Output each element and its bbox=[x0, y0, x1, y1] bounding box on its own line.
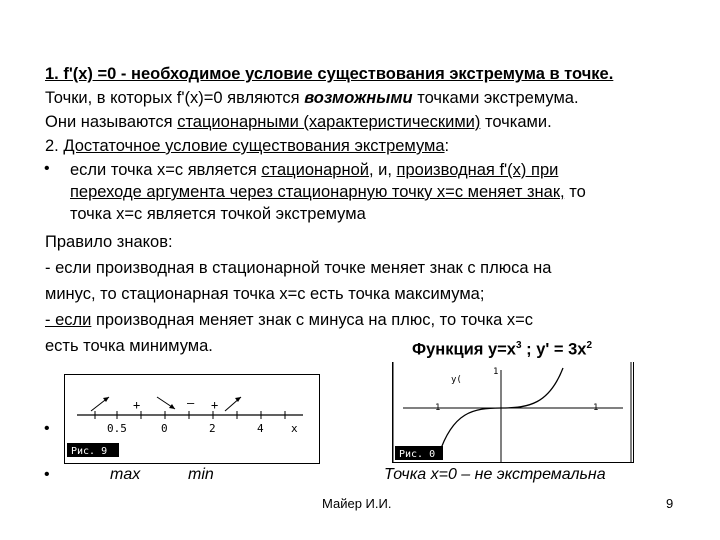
text-segment: - если bbox=[45, 311, 92, 329]
text-segment: Точки, в которых f'(x)=0 являются bbox=[45, 89, 305, 107]
text-segment: производная меняет знак с минуса на плюс, то точка x=c bbox=[91, 311, 534, 329]
text-segment: точками. bbox=[480, 113, 552, 131]
cubic-graph-svg bbox=[393, 362, 633, 462]
sufficient-condition-heading: Достаточное условие существования экстремума bbox=[63, 137, 445, 155]
line-possible-points bbox=[45, 88, 579, 108]
text-segment: если точка x=c является bbox=[70, 161, 262, 179]
text-segment: Они называются bbox=[45, 113, 178, 131]
sign-plus-1: + bbox=[133, 398, 141, 412]
caption-not-extremum: Точка x=0 – не экстремальна bbox=[384, 466, 606, 483]
line-sign-rule-4: есть точка минимума. bbox=[45, 337, 213, 355]
superscript: 3 bbox=[515, 340, 522, 351]
stationary-term: стационарными (характеристическими) bbox=[177, 113, 481, 131]
superscript: 2 bbox=[586, 340, 593, 351]
function-label bbox=[412, 336, 592, 360]
footer-author: Майер И.И. bbox=[322, 496, 392, 511]
tick-label: 0 bbox=[161, 422, 168, 435]
tick-label: 1 bbox=[493, 367, 499, 377]
text-segment: ; y' = 3x bbox=[521, 340, 587, 359]
text-segment: , и, bbox=[368, 161, 397, 179]
line-bullet-3: точка x=c является точкой экстремума bbox=[70, 205, 366, 223]
line-sign-rule-1: - если производная в стационарной точке меняет знак с плюса на bbox=[45, 259, 552, 277]
line-sign-rule-3 bbox=[45, 310, 533, 330]
bullet-marker: • bbox=[44, 420, 50, 437]
line-sign-rule-2: минус, то стационарная точка x=c есть точка максимума; bbox=[45, 285, 485, 303]
tick-label: 0.5 bbox=[107, 422, 127, 435]
line-necessary-condition bbox=[45, 64, 613, 84]
sign-diagram-svg bbox=[65, 375, 319, 463]
arrowhead bbox=[169, 404, 175, 409]
tick-label: 1 bbox=[435, 403, 441, 413]
caption-max: max bbox=[110, 466, 141, 483]
text-segment: точками экстремума. bbox=[412, 89, 579, 107]
bullet-marker: • bbox=[44, 466, 50, 483]
figure-label: Рис. 9 bbox=[71, 446, 108, 457]
sign-diagram-figure bbox=[64, 374, 320, 464]
text-segment: то bbox=[564, 183, 586, 201]
tick-label: 2 bbox=[209, 422, 216, 435]
line-bullet-1 bbox=[70, 160, 558, 180]
text-segment: : bbox=[444, 137, 450, 155]
line-sufficient-condition bbox=[45, 136, 449, 156]
line-stationary-points bbox=[45, 112, 552, 132]
figure-label: Рис. 0 bbox=[399, 449, 436, 460]
line-sign-rule-heading: Правило знаков: bbox=[45, 233, 173, 251]
bullet-marker: • bbox=[44, 160, 50, 177]
sign-plus-2: + bbox=[211, 398, 219, 412]
stationary-word: стационарной bbox=[261, 161, 369, 179]
footer-page-number: 9 bbox=[666, 496, 674, 511]
emphasis-possible: возможными bbox=[304, 89, 413, 107]
line-bullet-2 bbox=[70, 182, 586, 202]
text-segment: Функция y=x bbox=[412, 340, 516, 359]
sign-change-phrase: переходе аргумента через стационарную точку x=c меняет знак, bbox=[70, 183, 565, 201]
text-segment: 2. bbox=[45, 137, 64, 155]
axis-x-label: x bbox=[291, 422, 298, 435]
sign-minus: — bbox=[187, 396, 195, 410]
necessary-condition-text: 1. f'(x) =0 - необходимое условие существования экстремума в точке. bbox=[45, 65, 614, 83]
y-axis-label: y( bbox=[451, 375, 462, 385]
derivative-phrase: производная f'(x) при bbox=[396, 161, 559, 179]
tick-label: 4 bbox=[257, 422, 264, 435]
cubic-graph-figure bbox=[392, 362, 634, 463]
tick-label: 1 bbox=[593, 403, 599, 413]
caption-min: min bbox=[188, 466, 214, 483]
